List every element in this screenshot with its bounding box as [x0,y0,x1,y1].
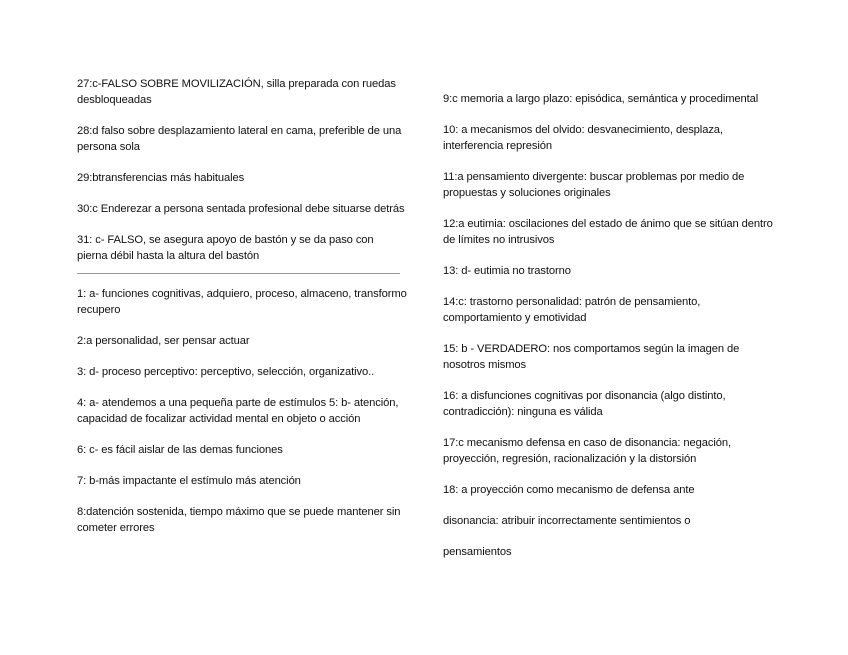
answer-16: 16: a disfunciones cognitivas por disonancia (algo distinto, contradicción): ninguna es válida [443,390,726,418]
answer-18-line-2: disonancia: atribuir incorrectamente sentimientos o [443,515,691,527]
answer-7: 7: b-más impactante el estímulo más atención [77,475,301,487]
answer-28: 28:d falso sobre desplazamiento lateral en cama, preferible de una persona sola [77,125,402,153]
answer-13: 13: d- eutimia no trastorno [443,265,571,277]
section-divider [77,273,400,274]
answer-18-line-1: 18: a proyección como mecanismo de defensa ante [443,484,695,496]
answer-18-line-3: pensamientos [443,546,512,558]
answer-3: 3: d- proceso perceptivo: perceptivo, selección, organizativo.. [77,366,375,378]
answer-6: 6: c- es fácil aislar de las demas funciones [77,444,283,456]
answer-11: 11:a pensamiento divergente: buscar problemas por medio de propuestas y soluciones originales [443,171,745,199]
answer-9: 9:c memoria a largo plazo: episódica, semántica y procedimental [443,93,759,105]
answer-8: 8:datención sostenida, tiempo máximo que se puede mantener sin cometer errores [77,506,401,534]
answer-1: 1: a- funciones cognitivas, adquiero, proceso, almaceno, transformo recupero [77,288,407,316]
answer-30: 30:c Enderezar a persona sentada profesional debe situarse detrás [77,203,405,215]
answer-12: 12:a eutimia: oscilaciones del estado de ánimo que se sitúan dentro de límites no intrusivos [443,218,773,246]
right-column [443,91,773,575]
answer-4-5: 4: a- atendemos a una pequeña parte de estímulos 5: b- atención, capacidad de focalizar actividad mental en objeto o acción [77,397,399,425]
answer-17: 17:c mecanismo defensa en caso de disonancia: negación, proyección, regresión, racionalización y la distorsión [443,437,732,465]
answer-29: 29:btransferencias más habituales [77,172,245,184]
answer-10: 10: a mecanismos del olvido: desvanecimiento, desplaza, interferencia represión [443,124,723,152]
answer-14: 14:c: trastorno personalidad: patrón de pensamiento, comportamiento y emotividad [443,296,701,324]
answer-15: 15: b - VERDADERO: nos comportamos según la imagen de nosotros mismos [443,343,740,371]
answer-31: 31: c- FALSO, se asegura apoyo de bastón y se da paso con pierna débil hasta la altura del bastón [77,234,374,262]
answer-2: 2:a personalidad, ser pensar actuar [77,335,250,347]
left-column [77,76,407,551]
answer-27: 27:c-FALSO SOBRE MOVILIZACIÓN, silla preparada con ruedas desbloqueadas [77,78,396,106]
